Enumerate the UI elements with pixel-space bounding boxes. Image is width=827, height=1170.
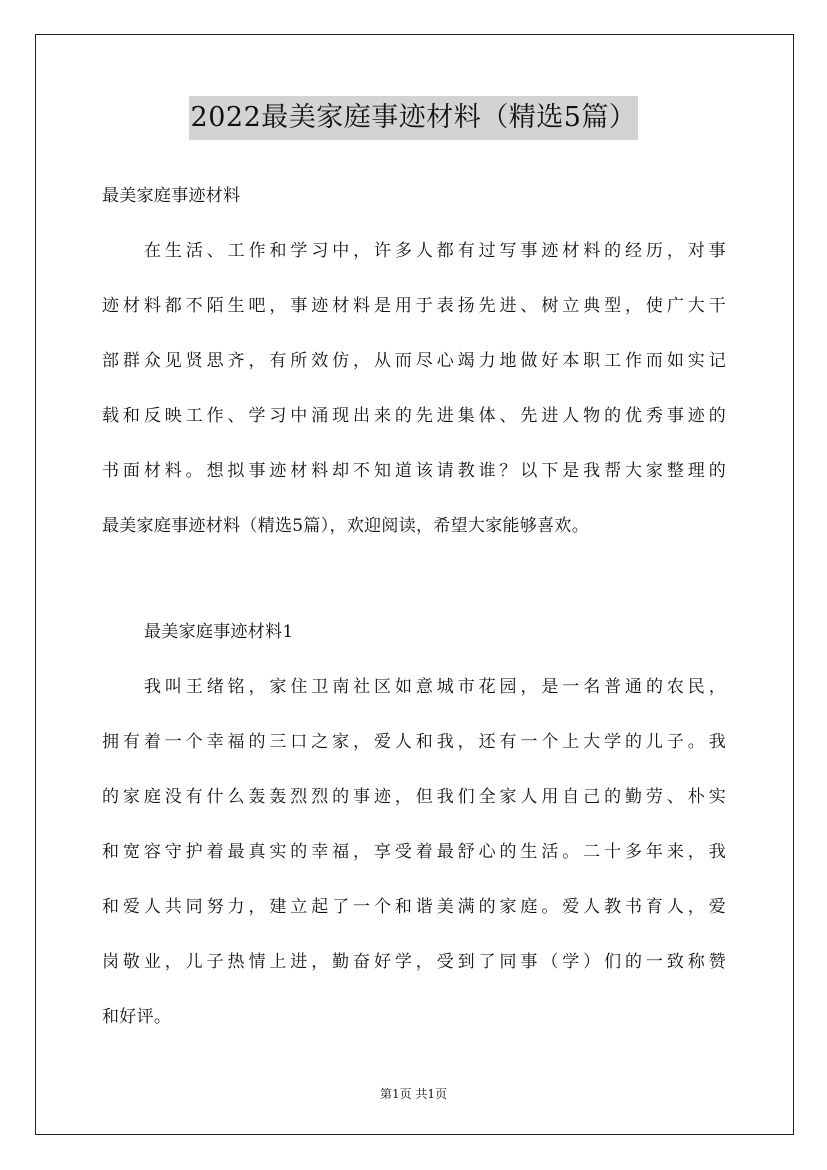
intro-heading: 最美家庭事迹材料 [102,186,241,206]
section1-heading: 最美家庭事迹材料1 [144,622,294,642]
para1-line: 迹材料都不陌生吧，事迹材料是用于表扬先进、树立典型，使广大干 [102,296,726,316]
para1-line: 载和反映工作、学习中涌现出来的先进集体、先进人物的优秀事迹的 [102,406,726,426]
para1-line: 在生活、工作和学习中，许多人都有过写事迹材料的经历，对事 [144,241,726,261]
para1-line: 最美家庭事迹材料（精选5篇），欢迎阅读，希望大家能够喜欢。 [102,516,590,536]
para2-line: 和宽容守护着最真实的幸福，享受着最舒心的生活。二十多年来，我 [102,842,726,862]
para2-line: 和好评。 [102,1007,172,1027]
para1-line: 书面材料。想拟事迹材料却不知道该请教谁？以下是我帮大家整理的 [102,461,726,481]
para2-line: 岗敬业，儿子热情上进，勤奋好学，受到了同事（学）们的一致称赞 [102,952,726,972]
page-footer: 第1页 共1页 [379,1087,448,1101]
para2-line: 我叫王绪铭，家住卫南社区如意城市花园，是一名普通的农民， [144,677,726,697]
para2-line: 和爱人共同努力，建立起了一个和谐美满的家庭。爱人教书育人，爱 [102,897,726,917]
document-title: 2022最美家庭事迹材料（精选5篇） [189,96,639,140]
para2-line: 拥有着一个幸福的三口之家，爱人和我，还有一个上大学的儿子。我 [102,732,726,752]
para2-line: 的家庭没有什么轰轰烈烈的事迹，但我们全家人用自己的勤劳、朴实 [102,787,726,807]
para1-line: 部群众见贤思齐，有所效仿，从而尽心竭力地做好本职工作而如实记 [102,351,726,371]
